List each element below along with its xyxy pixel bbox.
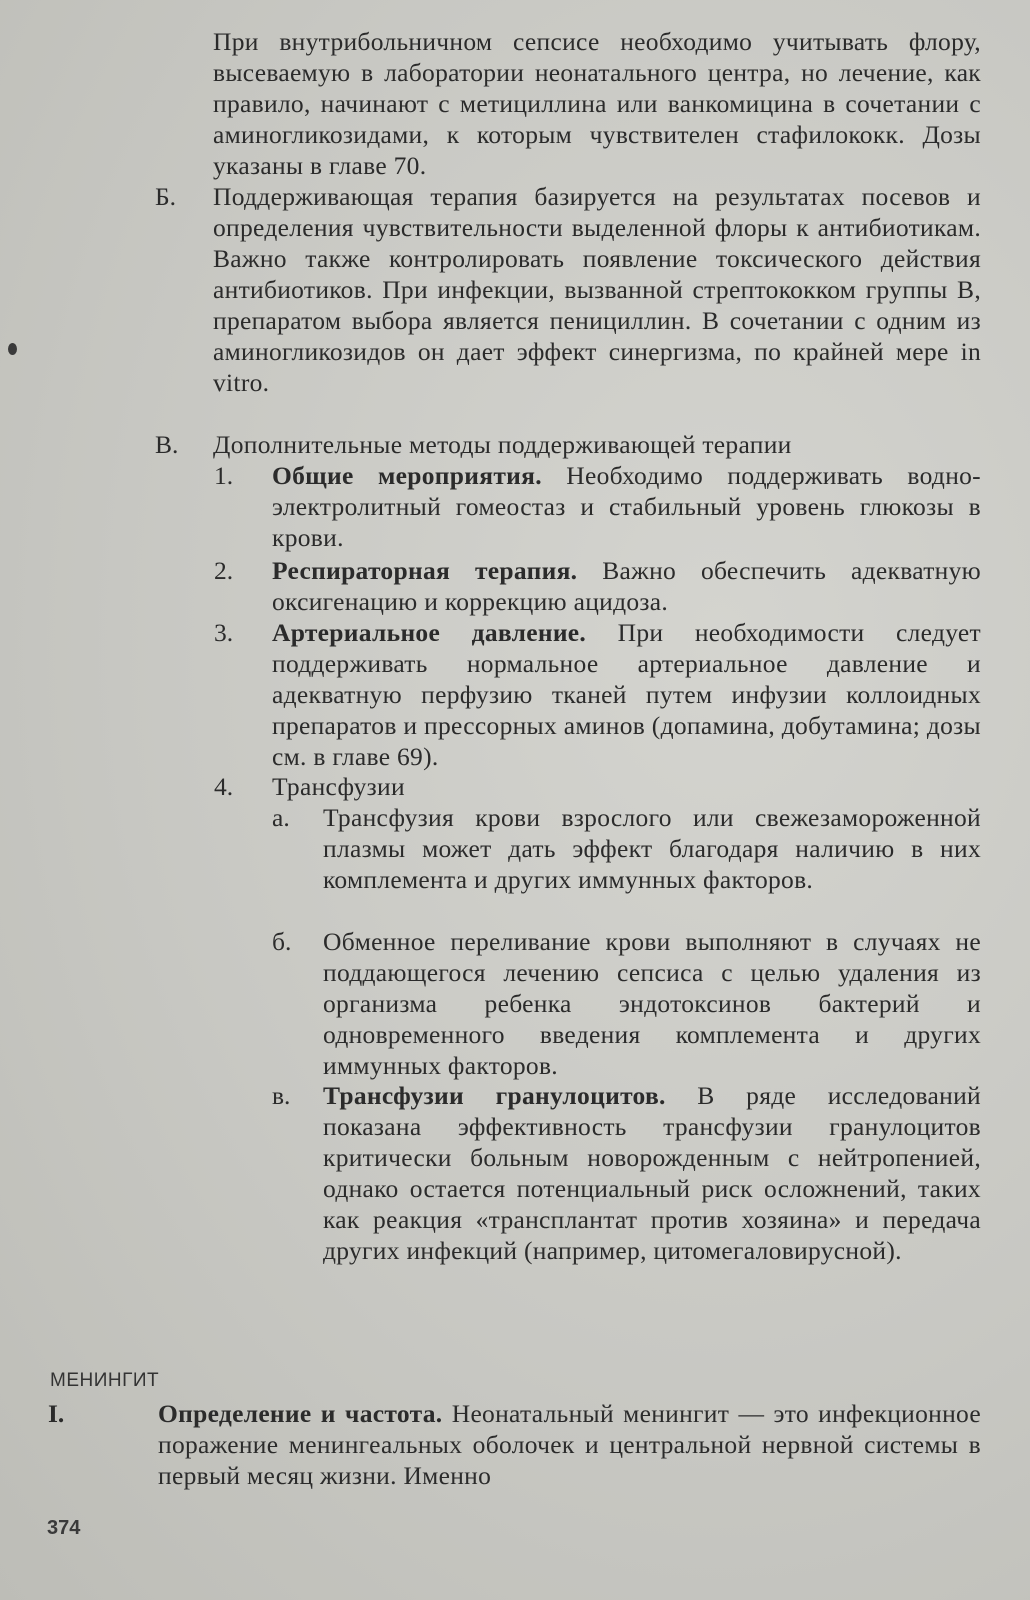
sub-v-marker: в. [272,1081,291,1110]
item-1-marker: 1. [214,461,234,490]
section-item-paragraph [158,1398,981,1491]
item-1-paragraph [272,460,981,553]
item-2-paragraph [272,555,981,617]
item-v-marker: В. [155,430,179,459]
section-item-text: Неонатальный менингит — это инфекционное поражение менингеальных оболочек и центральной нервной системы в первый месяц жизни. Именно [158,1399,982,1490]
section-title: МЕНИНГИТ [50,1370,160,1391]
item-3-lead: Артериальное давление. [272,618,587,647]
item-1-lead: Общие мероприятия. [272,461,542,490]
item-3-marker: 3. [214,618,234,647]
section-item-lead: Определение и частота. [158,1399,443,1428]
item-4-heading: Трансфузии [272,772,405,801]
sub-v-text: В ряде исследований показана эффективность трансфузии гранулоцитов критически больным новорожденным с нейтропенией, однако остается потенциальный риск осложнений, таких как реакция «трансплантат против хозяина» и передача других инфекций (например, цитомегаловирусной). [323,1081,981,1265]
item-3-paragraph [272,617,981,772]
sub-v-paragraph [323,1080,981,1266]
item-4-marker: 4. [214,772,234,801]
ink-smudge [8,343,17,355]
item-1-text: Необходимо поддерживать водно-электролитный гомеостаз и стабильный уровень глюкозы в крови. [272,461,981,552]
item-v-heading: Дополнительные методы поддерживающей терапии [213,430,792,459]
sub-a-text: Трансфузия крови взрослого или свежезамороженной плазмы может дать эффект благодаря наличию в них комплемента и других иммунных факторов. [323,803,981,894]
item-b-marker: Б. [155,182,177,211]
item-3-text: При необходимости следует поддерживать нормальное артериальное давление и адекватную перфузию тканей путем инфузии коллоидных препаратов и прессорных аминов (допамина, добутамина; дозы см. в главе 69). [272,618,981,771]
item-2-marker: 2. [214,556,234,585]
sub-v-lead: Трансфузии гранулоцитов. [323,1081,666,1110]
item-2-lead: Респираторная терапия. [272,556,578,585]
sub-b-marker: б. [272,927,292,956]
item-2-text: Важно обеспечить адекватную оксигенацию и коррекцию ацидоза. [272,556,981,616]
section-item-marker: I. [48,1399,65,1428]
item-b-text: Поддерживающая терапия базируется на результатах посевов и определения чувствительности выделенной флоры к антибиотикам. Важно также контролировать появление токсического действия антибиотиков. При инфекции, вызванной стрептококком группы В, препаратом выбора является пенициллин. В сочетании с одним из аминогликозидов он дает эффект синергизма, по крайней мере in vitro. [213,182,981,397]
sub-b-text: Обменное переливание крови выполняют в случаях не поддающегося лечению сепсиса с целью удаления из организма ребенка эндотоксинов бактерий и одновременного введения комплемента и других иммунных факторов. [323,927,981,1080]
page-number: 374 [47,1517,81,1539]
sub-a-marker: а. [272,803,290,832]
intro-paragraph: При внутрибольничном сепсисе необходимо учитывать флору, высеваемую в лаборатории неонатального центра, но лечение, как правило, начинают с метициллина или ванкомицина в сочетании с аминогликозидами, к которым чувствителен стафилококк. Дозы указаны в главе 70. [213,27,981,180]
